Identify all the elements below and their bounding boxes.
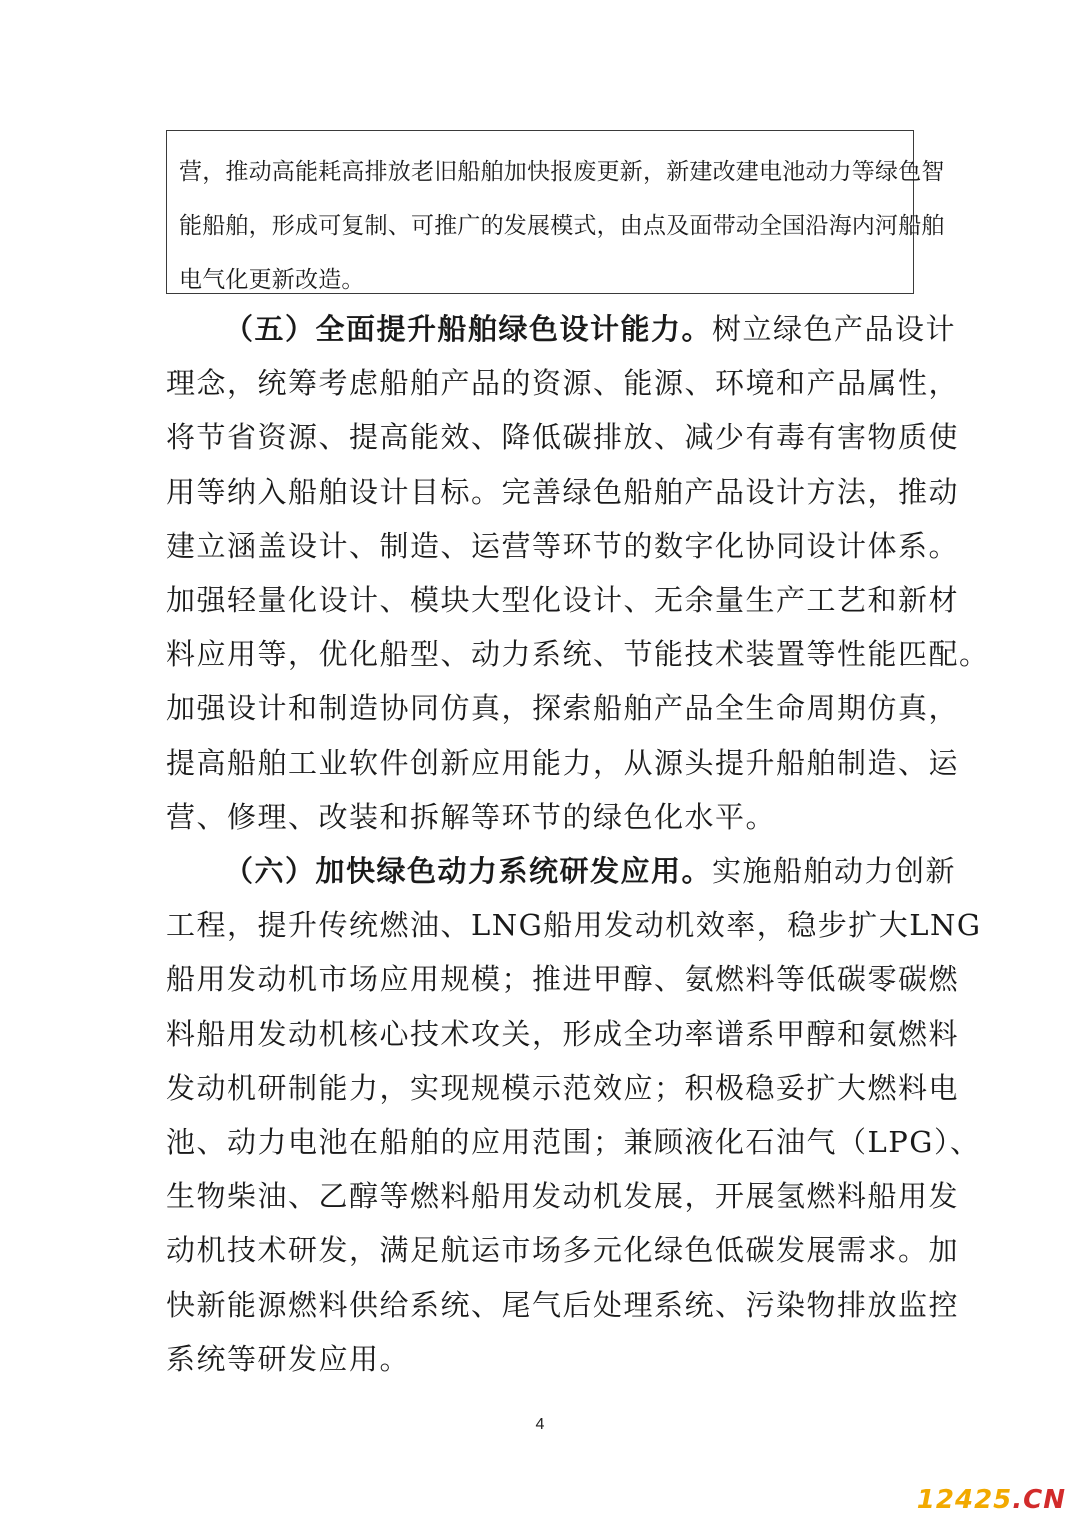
section-5-line: 建立涵盖设计、制造、运营等环节的数字化协同设计体系。: [166, 528, 960, 563]
section-6-line: 动机技术研发，满足航运市场多元化绿色低碳发展需求。加: [166, 1233, 960, 1268]
section-6-line: 生物柴油、乙醇等燃料船用发动机发展，开展氢燃料船用发: [166, 1179, 960, 1214]
section-6-first-line-text: 实施船舶动力创新: [712, 854, 957, 888]
box-line-3: 电气化更新改造。: [179, 267, 365, 293]
section-5-line: 加强轻量化设计、模块大型化设计、无余量生产工艺和新材: [166, 582, 960, 617]
section-5-line: 料应用等，优化船型、动力系统、节能技术装置等性能匹配。: [166, 637, 990, 672]
section-6-line: 船用发动机市场应用规模；推进甲醇、氨燃料等低碳零碳燃: [166, 962, 960, 997]
section-5-first-line: [166, 302, 957, 356]
watermark-dot: .: [1012, 1485, 1024, 1515]
section-5-heading: （五）全面提升船舶绿色设计能力。: [224, 312, 713, 346]
site-watermark-logo: [917, 1485, 1066, 1515]
section-5-line: 将节省资源、提高能效、降低碳排放、减少有毒有害物质使: [166, 420, 960, 455]
section-6-line: 池、动力电池在船舶的应用范围；兼顾液化石油气（LPG）、: [166, 1124, 981, 1159]
section-5-line: 加强设计和制造协同仿真，探索船舶产品全生命周期仿真，: [166, 691, 960, 726]
section-5-first-line-text: 树立绿色产品设计: [712, 312, 957, 346]
section-5-line: 用等纳入船舶设计目标。完善绿色船舶产品设计方法，推动: [166, 474, 960, 509]
section-6-line: 工程，提升传统燃油、LNG船用发动机效率，稳步扩大LNG: [166, 908, 982, 943]
watermark-cn: CN: [1023, 1485, 1066, 1515]
section-6-heading: （六）加快绿色动力系统研发应用。: [224, 854, 713, 888]
section-6-line: 发动机研制能力，实现规模示范效应；积极稳妥扩大燃料电: [166, 1070, 960, 1105]
watermark-digits: 12425: [916, 1485, 1013, 1515]
section-6-line: 快新能源燃料供给系统、尾气后处理系统、污染物排放监控: [166, 1287, 960, 1322]
section-5-line: 理念，统筹考虑船舶产品的资源、能源、环境和产品属性，: [166, 366, 960, 401]
section-5-line: 提高船舶工业软件创新应用能力，从源头提升船舶制造、运: [166, 745, 960, 780]
section-6-line: 料船用发动机核心技术攻关，形成全功率谱系甲醇和氨燃料: [166, 1016, 960, 1051]
page-number: 4: [535, 1416, 545, 1433]
section-6-line: 系统等研发应用。: [166, 1341, 411, 1376]
box-line-2: 能船舶，形成可复制、可推广的发展模式，由点及面带动全国沿海内河船舶: [179, 213, 945, 239]
section-6-paragraph: [166, 844, 982, 1386]
section-5-paragraph: [166, 302, 990, 844]
section-5-line: 营、修理、改装和拆解等环节的绿色化水平。: [166, 799, 777, 834]
boxed-paragraph: [166, 130, 945, 294]
section-6-first-line: [166, 844, 957, 898]
box-line-1: 营，推动高能耗高排放老旧船舶加快报废更新，新建改建电池动力等绿色智: [179, 159, 945, 185]
